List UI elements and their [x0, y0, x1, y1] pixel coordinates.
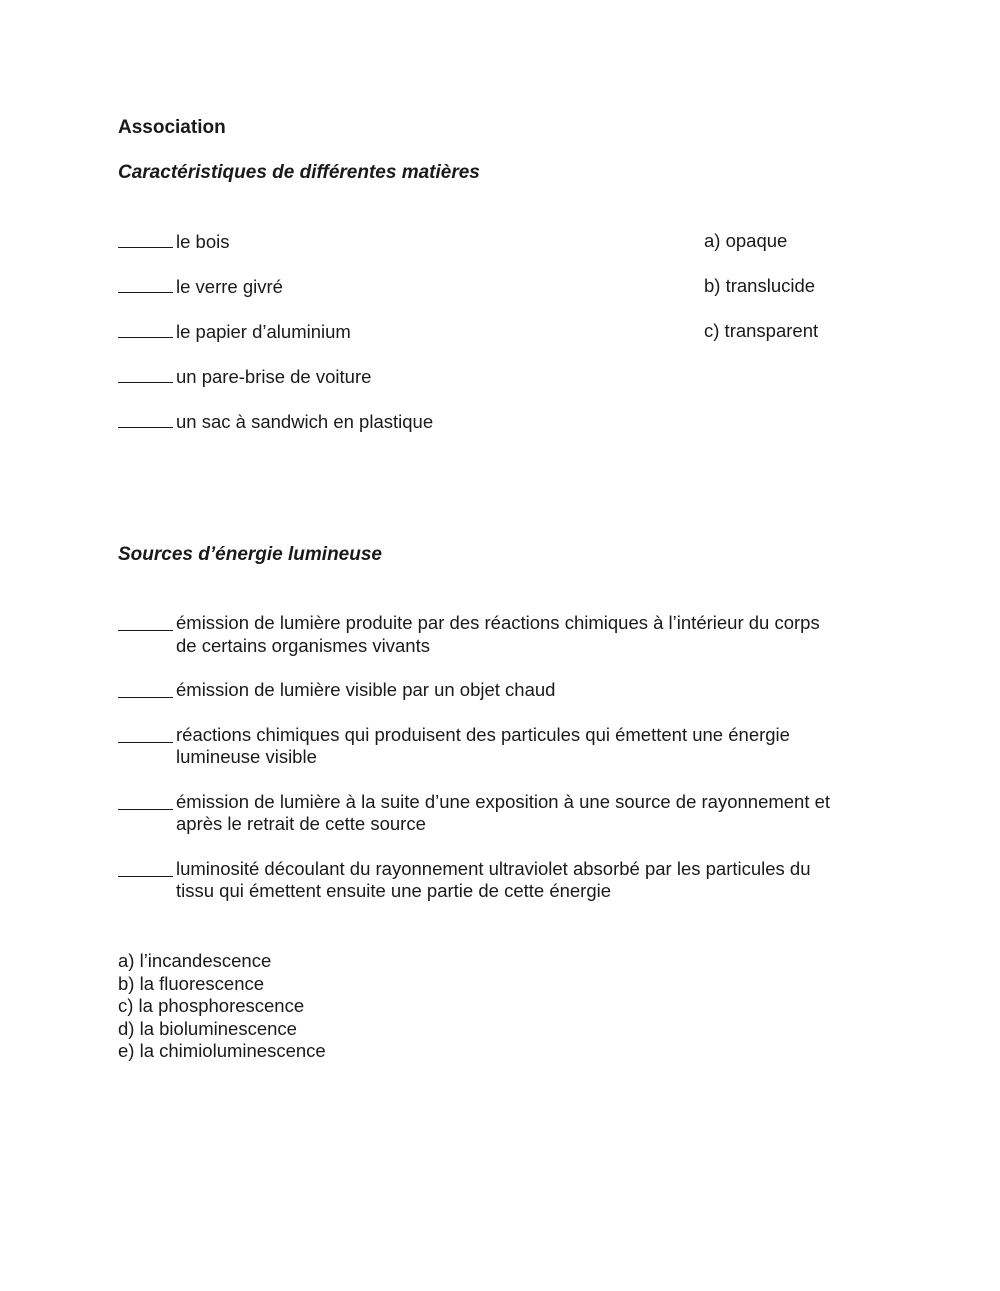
option-incandescence: a) l’incandescence — [118, 950, 272, 971]
option-phosphorescence: c) la phosphorescence — [118, 995, 305, 1016]
match-item — [118, 319, 678, 364]
option-chimioluminescence: e) la chimioluminescence — [118, 1040, 326, 1061]
match-item-label: le verre givré — [176, 276, 283, 297]
source-item-text — [176, 858, 898, 903]
source-item — [118, 612, 898, 657]
answer-blank[interactable] — [118, 274, 173, 293]
answer-blank[interactable] — [118, 679, 173, 698]
source-item-text — [176, 612, 898, 657]
source-item-text — [176, 791, 898, 836]
source-item — [118, 724, 898, 769]
answer-blank[interactable] — [118, 229, 173, 248]
section1-heading: Caractéristiques de différentes matières — [118, 162, 480, 183]
source-item — [118, 679, 898, 702]
source-item-line: de certains organismes vivants — [176, 634, 430, 656]
source-item-text — [176, 679, 898, 702]
answer-blank[interactable] — [118, 858, 173, 877]
source-item-line: luminosité découlant du rayonnement ultraviolet absorbé par les particules du — [176, 857, 811, 879]
section1-items — [118, 229, 678, 454]
match-item — [118, 364, 678, 409]
answer-blank[interactable] — [118, 409, 173, 428]
match-item-label: le bois — [176, 231, 230, 252]
source-item — [118, 858, 898, 903]
source-item-line: émission de lumière visible par un objet chaud — [176, 679, 556, 700]
section2-heading: Sources d’énergie lumineuse — [118, 544, 382, 565]
source-item-line: réactions chimiques qui produisent des particules qui émettent une énergie — [176, 723, 790, 745]
option-transparent: c) transparent — [704, 320, 819, 341]
source-item — [118, 791, 898, 836]
source-item-line: lumineuse visible — [176, 746, 317, 767]
option-opaque: a) opaque — [704, 230, 788, 251]
match-item-label: un pare-brise de voiture — [176, 366, 372, 387]
match-item — [118, 409, 678, 454]
answer-blank[interactable] — [118, 791, 173, 810]
answer-blank[interactable] — [118, 364, 173, 383]
match-item-label: un sac à sandwich en plastique — [176, 411, 434, 432]
option-bioluminescence: d) la bioluminescence — [118, 1017, 297, 1039]
section2-items — [118, 612, 898, 903]
match-item — [118, 229, 678, 274]
option-fluorescence: b) la fluorescence — [118, 972, 265, 994]
match-item — [118, 274, 678, 319]
source-item-line: après le retrait de cette source — [176, 813, 426, 834]
answer-blank[interactable] — [118, 724, 173, 743]
section1-options — [704, 229, 964, 364]
source-item-line: tissu qui émettent ensuite une partie de cette énergie — [176, 880, 612, 901]
section2-options — [118, 950, 326, 1063]
option-translucide: b) translucide — [704, 275, 816, 296]
answer-blank[interactable] — [118, 612, 173, 631]
page-title: Association — [118, 117, 226, 138]
source-item-line: émission de lumière produite par des réactions chimiques à l’intérieur du corps — [176, 612, 820, 633]
source-item-text — [176, 724, 898, 769]
source-item-line: émission de lumière à la suite d’une exposition à une source de rayonnement et — [176, 790, 831, 812]
match-item-label: le papier d’aluminium — [176, 321, 351, 342]
answer-blank[interactable] — [118, 319, 173, 338]
